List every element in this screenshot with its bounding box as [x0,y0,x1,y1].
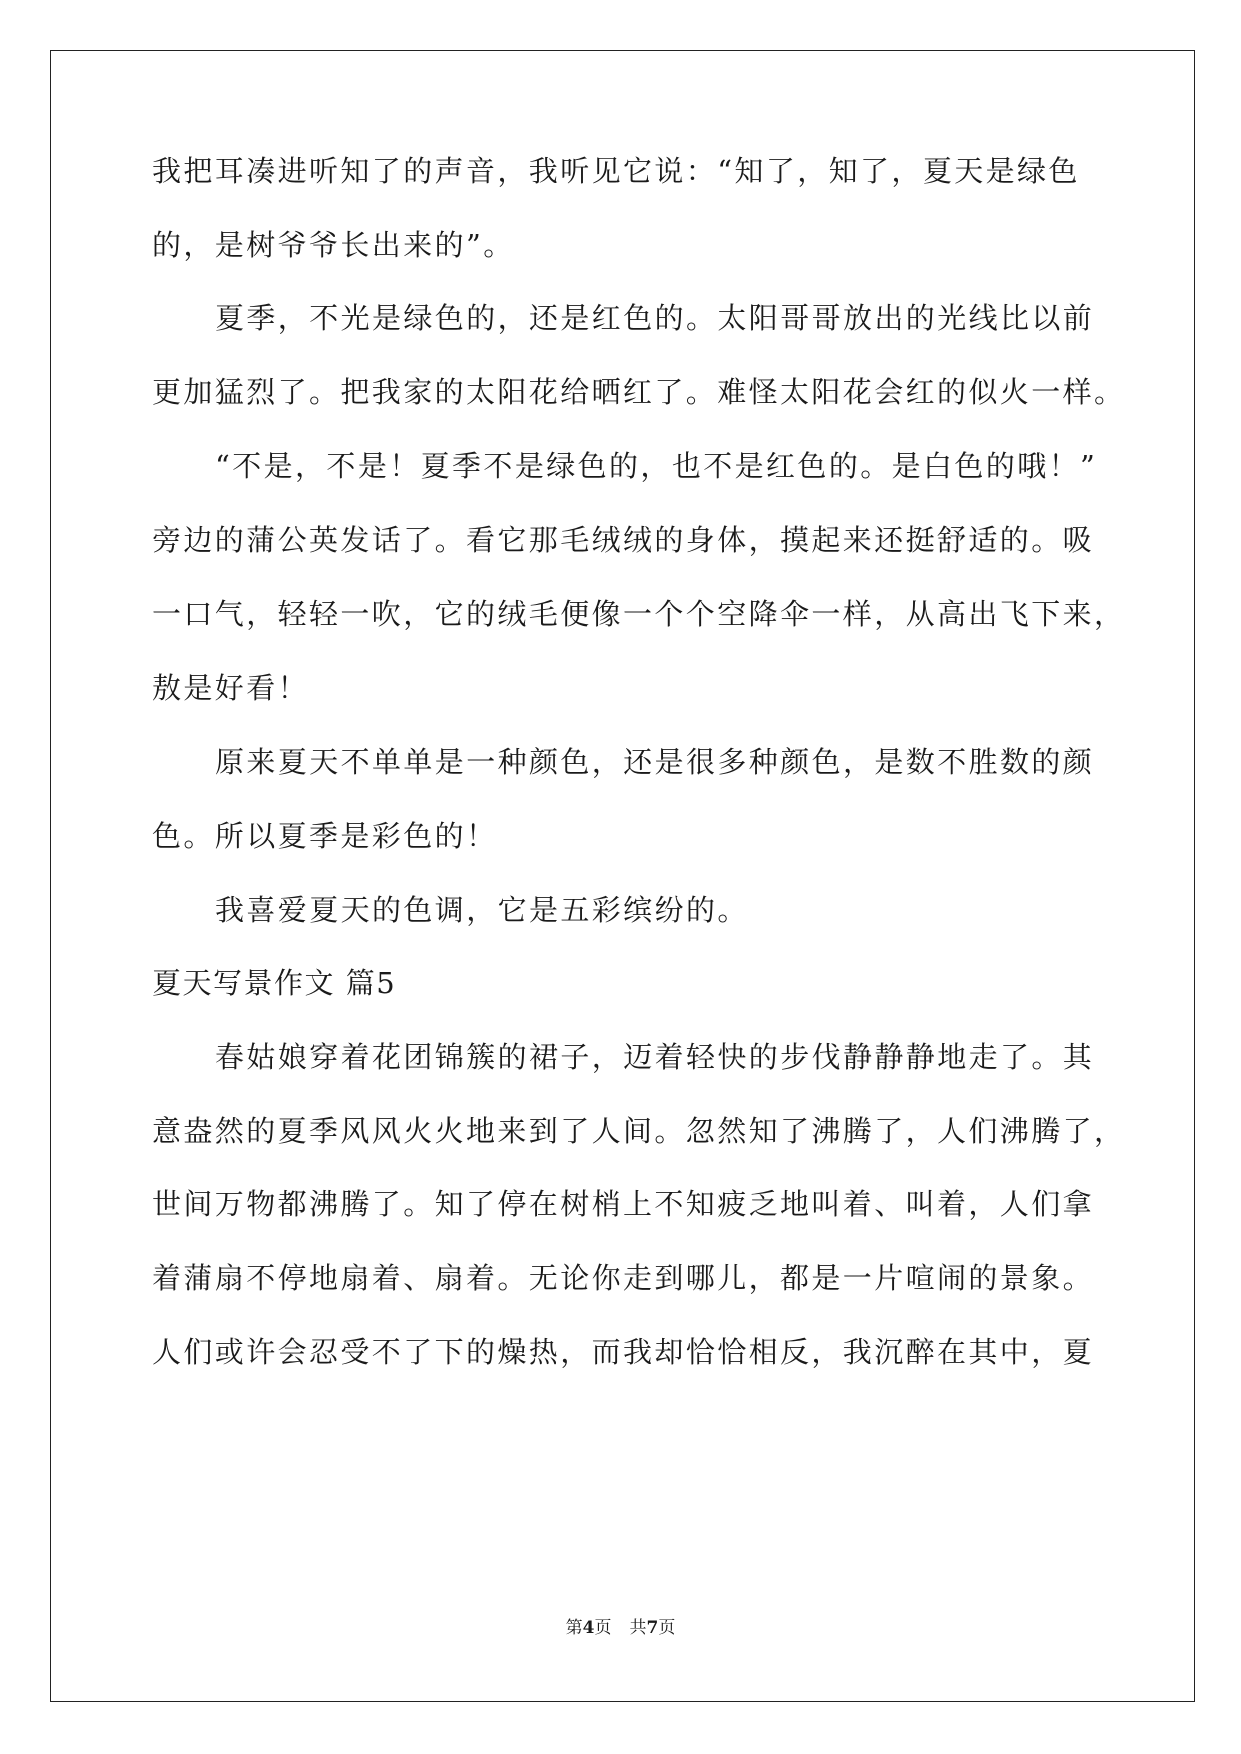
total-prefix: 共 [629,1618,647,1638]
page-footer [0,1616,1241,1640]
text-line: 世间万物都沸腾了。知了停在树梢上不知疲乏地叫着、叫着，人们拿 [152,1187,1095,1221]
paragraph-start-line: 原来夏天不单单是一种颜色，还是很多种颜色，是数不胜数的颜 [215,745,1095,779]
page-current: 4 [582,1618,595,1638]
text-line: 意盎然的夏季风风火火地来到了人间。忽然知了沸腾了，人们沸腾了， [152,1114,1126,1148]
paragraph-start-line: 春姑娘穿着花团锦簇的裙子，迈着轻快的步伐静静静地走了。其 [215,1040,1095,1074]
paragraph-start-line: “不是，不是！夏季不是绿色的，也不是红色的。是白色的哦！” [215,449,1098,483]
text-line: 一口气，轻轻一吹，它的绒毛便像一个个空降伞一样，从高出飞下来， [152,597,1126,631]
paragraph-start-line: 夏季，不光是绿色的，还是红色的。太阳哥哥放出的光线比以前 [215,301,1095,335]
text-line: 旁边的蒲公英发话了。看它那毛绒绒的身体，摸起来还挺舒适的。吸 [152,523,1095,557]
text-line: 着蒲扇不停地扇着、扇着。无论你走到哪儿，都是一片喧闹的景象。 [152,1261,1095,1295]
page-prefix: 第 [565,1618,583,1638]
total-suffix: 页 [658,1618,676,1638]
text-line: 更加猛烈了。把我家的太阳花给晒红了。难怪太阳花会红的似火一样。 [152,375,1126,409]
text-line: 色。所以夏季是彩色的！ [152,819,498,853]
text-line: 我把耳凑进听知了的声音，我听见它说：“知了，知了，夏天是绿色 [152,154,1080,188]
page-total: 7 [646,1618,659,1638]
text-line: 人们或许会忍受不了下的燥热，而我却恰恰相反，我沉醉在其中，夏 [152,1335,1095,1369]
text-line: 敖是好看！ [152,671,310,705]
paragraph-start-line: 我喜爱夏天的色调，它是五彩缤纷的。 [215,893,749,927]
section-heading: 夏天写景作文 篇5 [152,966,397,1000]
page-suffix: 页 [594,1618,612,1638]
text-line: 的，是树爷爷长出来的”。 [152,228,515,262]
